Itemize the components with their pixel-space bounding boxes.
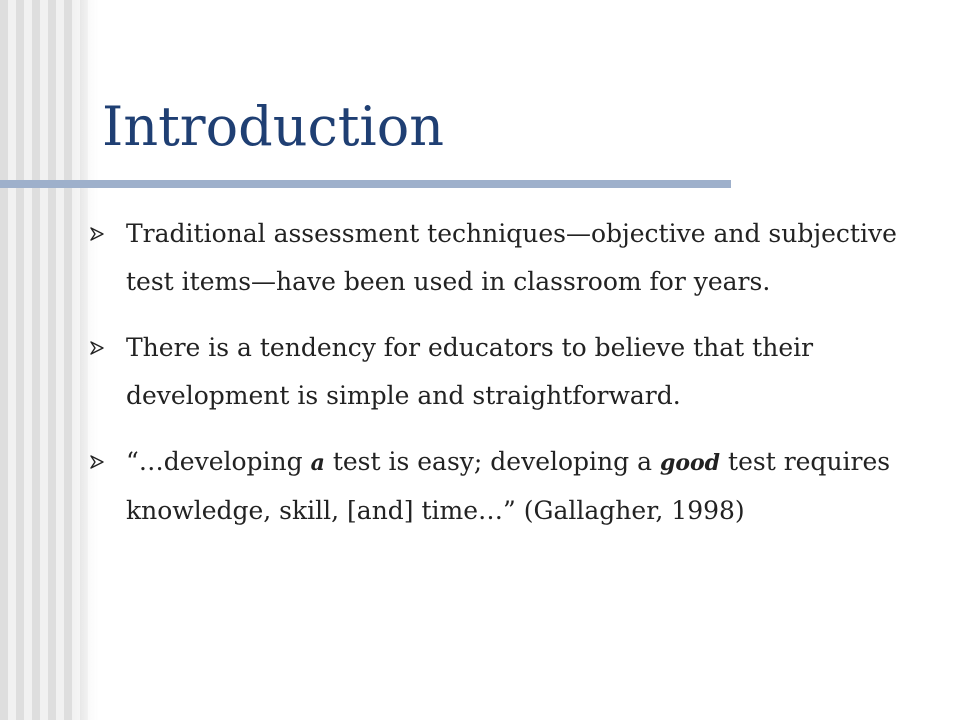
title-underline-rule [0, 180, 731, 188]
bullet-item-3 [88, 438, 918, 535]
bullet-text-3-part-3: test requires knowledge, skill, [and] time…” (Gallagher, 1998) [126, 447, 891, 525]
bullet-item-1 [88, 210, 918, 306]
bullet-text-3-part-2: test is easy; developing a [324, 447, 660, 476]
bullet-list [88, 210, 918, 553]
bullet-text-3-emphasis-good: good [659, 450, 721, 476]
bullet-text-3-emphasis-a: a [310, 450, 325, 476]
bullet-text-3-part-1: “…developing [126, 447, 311, 476]
arrow-bullet-icon [90, 227, 104, 241]
arrow-bullet-icon [90, 455, 104, 469]
bullet-item-2 [88, 324, 918, 420]
arrow-bullet-icon [90, 341, 104, 355]
bullet-text-2: There is a tendency for educators to believe that their development is simple and straightforward. [126, 333, 814, 410]
bullet-text-1: Traditional assessment techniques—objective and subjective test items—have been used in classroom for years. [126, 219, 897, 296]
slide-title: Introduction [102, 95, 444, 158]
